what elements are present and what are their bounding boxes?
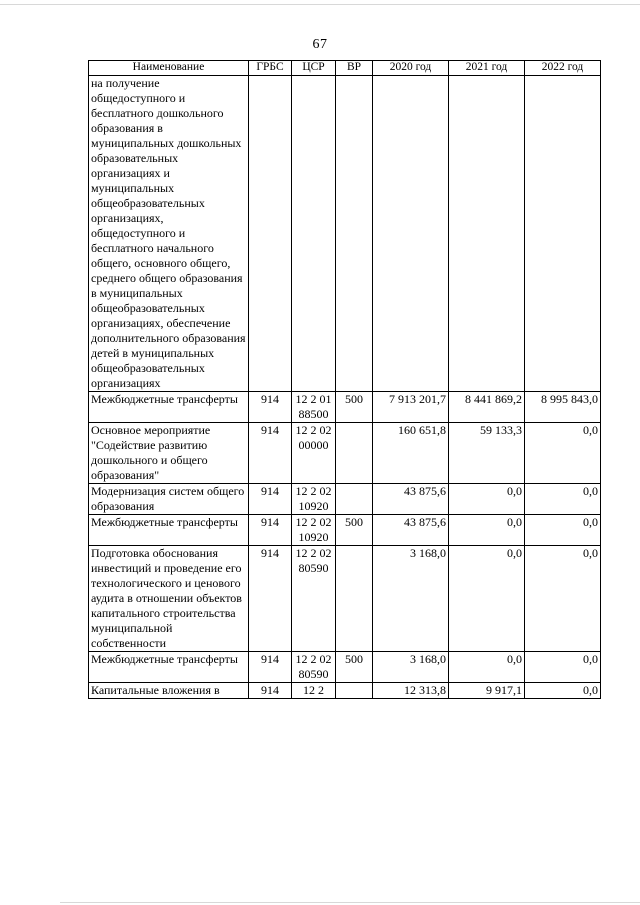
cell-name: Подготовка обоснования инвестиций и проведение его технологического и ценового аудита в отношении объектов капитального строительства муниципальной собственности xyxy=(89,546,249,652)
cell-name: Межбюджетные трансферты xyxy=(89,515,249,546)
header-2020: 2020 год xyxy=(373,61,449,76)
cell-2020: 43 875,6 xyxy=(373,515,449,546)
cell-2020: 3 168,0 xyxy=(373,546,449,652)
cell-2022: 0,0 xyxy=(525,423,601,484)
table-row xyxy=(89,392,601,423)
cell-name: Модернизация систем общего образования xyxy=(89,484,249,515)
cell-2020: 43 875,6 xyxy=(373,484,449,515)
table-row xyxy=(89,76,601,392)
table-row xyxy=(89,515,601,546)
cell-2021 xyxy=(449,76,525,392)
cell-vr xyxy=(336,76,373,392)
cell-csr: 12 2 01 88500 xyxy=(292,392,336,423)
table-row xyxy=(89,652,601,683)
cell-2021: 8 441 869,2 xyxy=(449,392,525,423)
cell-2022: 0,0 xyxy=(525,652,601,683)
cell-grbs: 914 xyxy=(249,515,292,546)
cell-vr xyxy=(336,683,373,699)
cell-csr: 12 2 02 10920 xyxy=(292,515,336,546)
cell-2022: 0,0 xyxy=(525,515,601,546)
cell-grbs: 914 xyxy=(249,546,292,652)
table-row xyxy=(89,683,601,699)
cell-2022: 0,0 xyxy=(525,683,601,699)
header-grbs: ГРБС xyxy=(249,61,292,76)
cell-grbs: 914 xyxy=(249,683,292,699)
cell-grbs xyxy=(249,76,292,392)
header-csr: ЦСР xyxy=(292,61,336,76)
cell-grbs: 914 xyxy=(249,423,292,484)
cell-name: на получение общедоступного и бесплатного дошкольного образования в муниципальных дошкольных образовательных организациях и муниципальных общеобразовательных организациях, общедоступного и бесплатного начального общего, основного общего, среднего общего образования в муниципальных общеобразовательных организациях, обеспечение дополнительного образования детей в муниципальных общеобразовательных организациях xyxy=(89,76,249,392)
cell-2020: 3 168,0 xyxy=(373,652,449,683)
header-name: Наименование xyxy=(89,61,249,76)
cell-2021: 0,0 xyxy=(449,484,525,515)
scan-edge-bottom xyxy=(60,902,640,903)
cell-2020: 160 651,8 xyxy=(373,423,449,484)
cell-2021: 0,0 xyxy=(449,546,525,652)
cell-csr: 12 2 02 80590 xyxy=(292,652,336,683)
cell-csr xyxy=(292,76,336,392)
cell-vr xyxy=(336,423,373,484)
cell-2021: 59 133,3 xyxy=(449,423,525,484)
cell-csr: 12 2 02 00000 xyxy=(292,423,336,484)
header-2022: 2022 год xyxy=(525,61,601,76)
budget-table xyxy=(88,60,601,699)
cell-name: Межбюджетные трансферты xyxy=(89,392,249,423)
cell-grbs: 914 xyxy=(249,392,292,423)
cell-csr: 12 2 02 80590 xyxy=(292,546,336,652)
cell-2021: 0,0 xyxy=(449,652,525,683)
scan-edge-top xyxy=(0,4,640,5)
cell-name: Основное мероприятие "Содействие развитию дошкольного и общего образования" xyxy=(89,423,249,484)
cell-2021: 0,0 xyxy=(449,515,525,546)
header-vr: ВР xyxy=(336,61,373,76)
cell-grbs: 914 xyxy=(249,484,292,515)
cell-csr: 12 2 xyxy=(292,683,336,699)
cell-name: Межбюджетные трансферты xyxy=(89,652,249,683)
cell-2020: 12 313,8 xyxy=(373,683,449,699)
table-header-row xyxy=(89,61,601,76)
cell-2020: 7 913 201,7 xyxy=(373,392,449,423)
cell-vr: 500 xyxy=(336,392,373,423)
cell-name: Капитальные вложения в xyxy=(89,683,249,699)
table-row xyxy=(89,546,601,652)
table-row xyxy=(89,423,601,484)
page-number: 67 xyxy=(312,37,328,52)
cell-2022: 8 995 843,0 xyxy=(525,392,601,423)
cell-2021: 9 917,1 xyxy=(449,683,525,699)
header-2021: 2021 год xyxy=(449,61,525,76)
cell-2022: 0,0 xyxy=(525,546,601,652)
cell-vr xyxy=(336,546,373,652)
cell-2022: 0,0 xyxy=(525,484,601,515)
cell-2020 xyxy=(373,76,449,392)
cell-vr: 500 xyxy=(336,652,373,683)
cell-2022 xyxy=(525,76,601,392)
cell-vr xyxy=(336,484,373,515)
table-row xyxy=(89,484,601,515)
cell-vr: 500 xyxy=(336,515,373,546)
cell-csr: 12 2 02 10920 xyxy=(292,484,336,515)
cell-grbs: 914 xyxy=(249,652,292,683)
